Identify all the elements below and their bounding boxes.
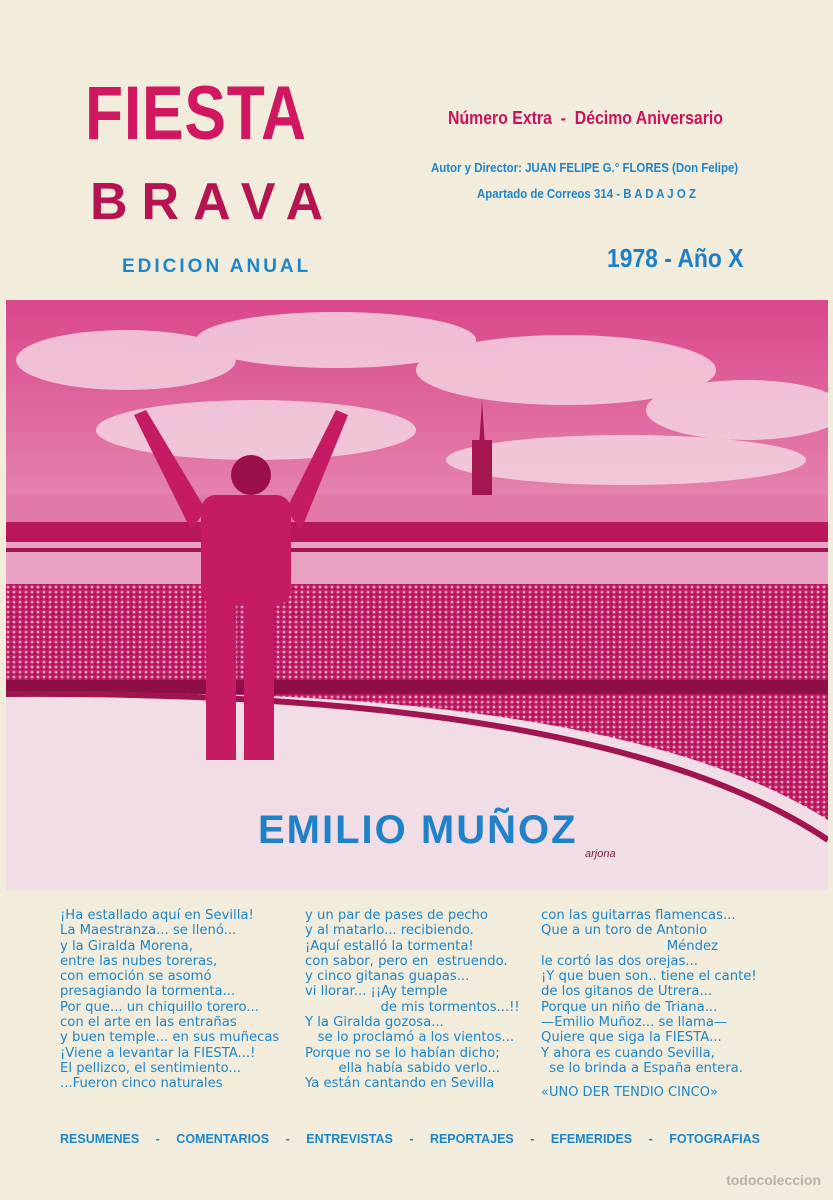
section-entrevistas: ENTREVISTAS (306, 1132, 393, 1146)
separator: - (285, 1132, 290, 1146)
featured-bullfighter-name: EMILIO MUÑOZ (258, 808, 578, 852)
poem-column-2: y un par de pases de pecho y al matarlo... recibiendo. ¡Aquí estalló la tormenta! con sabor, pero en estruendo. y cinco gitanas guapas... vi llorar... ¡¡Ay temple de mis tormentos...!! Y la Giralda gozosa... se lo proclamó a los vientos... Porque no se lo habían dicho; ella había sabido verlo... Ya están cantando en Sevilla (305, 908, 520, 1092)
watermark: todocoleccion (726, 1172, 821, 1188)
separator: - (530, 1132, 535, 1146)
author-line: Autor y Director: JUAN FELIPE G.° FLORES (Don Felipe) (431, 160, 739, 175)
section-resumenes: RESUMENES (60, 1132, 140, 1146)
year-label: 1978 - Año X (607, 243, 744, 273)
separator: - (409, 1132, 414, 1146)
masthead-title-brava: BRAVA (90, 173, 338, 231)
separator: - (648, 1132, 653, 1146)
poem-column-1: ¡Ha estallado aquí en Sevilla! La Maestranza... se llenó... y la Giralda Morena, entre las nubes toreras, con emoción se asomó presagiando la tormenta... Por que... un chiquillo torero... con el arte en las entrañas y buen temple... en sus muñecas ¡Viene a levantar la FIESTA...! El pellizco, el sentimiento... ...Fueron cinco naturales (60, 908, 280, 1092)
poem-attribution: «UNO DER TENDIO CINCO» (541, 1085, 718, 1100)
masthead-title-fiesta: FIESTA (85, 71, 307, 156)
section-efemerides: EFEMERIDES (550, 1132, 633, 1146)
poem-column-3: con las guitarras flamencas... Que a un toro de Antonio Méndez le cortó las dos orejas... ¡Y que buen son.. tiene el cante! de los gitanos de Utrera... Porque un niño de Triana... —Emilio Muñoz... se llama— Quiere que siga la FIESTA... Y ahora es cuando Sevilla, se lo brinda a España entera. (541, 908, 757, 1076)
address-line: Apartado de Correos 314 - B A D A J O Z (477, 186, 696, 201)
artist-signature: arjona (585, 848, 616, 860)
sections-footer (60, 1132, 760, 1146)
section-fotografias: FOTOGRAFIAS (669, 1132, 760, 1146)
edition-label: EDICION ANUAL (122, 256, 312, 277)
extra-issue-label: Número Extra - Décimo Aniversario (448, 108, 723, 128)
separator: - (155, 1132, 160, 1146)
cover-photo-bullring (6, 300, 828, 890)
section-comentarios: COMENTARIOS (176, 1132, 270, 1146)
section-reportajes: REPORTAJES (429, 1132, 514, 1146)
